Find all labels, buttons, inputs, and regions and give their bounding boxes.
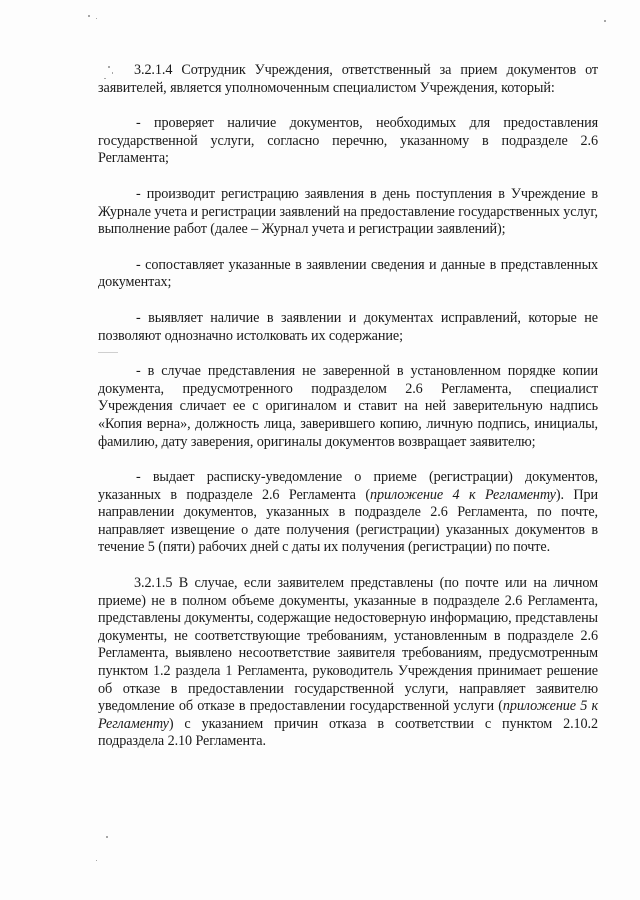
document-body (98, 62, 598, 769)
list-item-register-application: - производит регистрацию заявления в день поступления в Учреждение в Журнале учета и регистрации заявлений на предоставление государственных услуг, выполнение работ (далее – Журнал учета и регистрации заявлений); (98, 185, 598, 238)
list-item-issue-receipt (98, 469, 598, 557)
paragraph-3-2-1-5 (98, 575, 598, 751)
list-item-compare-data: - сопоставляет указанные в заявлении сведения и данные в представленных документах; (98, 256, 598, 291)
paragraph-3-2-1-4: 3.2.1.4 Сотрудник Учреждения, ответственный за прием документов от заявителей, является уполномоченным специалистом Учреждения, который: (98, 62, 598, 96)
scan-speck (96, 860, 97, 861)
list-item-detect-corrections: - выявляет наличие в заявлении и документах исправлений, которые не позволяют однозначно истолковать их содержание; (98, 309, 598, 344)
scan-speck (96, 18, 97, 19)
scan-speck (106, 836, 108, 838)
appendix-5-reference: приложение 5 к Регламенту (98, 698, 598, 732)
refusal-text-before: 3.2.1.5 В случае, если заявителем представлены (по почте или на личном приеме) не в полном объеме документы, указанные в подразделе 2.6 Регламента, представлены документы, содержащие недостоверную информацию, представлены документы, не соответствующие требованиям, установленным в подразделе 2.6 Регламента, выявлено несоответствие заявителя требованиям, предусмотренным пунктом 1.2 раздела 1 Регламента, руководитель Учреждения принимает решение об отказе в предоставлении государственной услуги, направляет заявителю уведомление об отказе в предоставлении государственной услуги ( (98, 575, 598, 715)
list-item-check-documents: - проверяет наличие документов, необходимых для предоставления государственной услуги, согласно перечню, указанному в подразделе 2.6 Регламента; (98, 115, 598, 167)
appendix-4-reference: приложение 4 к Регламенту (369, 486, 556, 503)
receipt-text-after: ). При направлении документов, указанных в подразделе 2.6 Регламента, по почте, направляет извещение о дате получения (регистрации) указанных документов в течение 5 (пяти) рабочих дней с даты их получения (регистрации) по почте. (98, 486, 598, 556)
scan-speck (604, 20, 606, 22)
refusal-text-after: ) с указанием причин отказа в соответствии с пунктом 2.10.2 подраздела 2.10 Регламента. (98, 715, 598, 750)
receipt-text-before: - выдает расписку-уведомление о приеме (регистрации) документов, указанных в подразделе 2.6 Регламента ( (98, 469, 598, 503)
scan-speck (88, 15, 90, 17)
list-item-certify-copy: - в случае представления не заверенной в установленном порядке копии документа, предусмотренного подразделом 2.6 Регламента, специалист Учреждения сличает ее с оригиналом и ставит на ней заверительную надпись «Копия верна», должность лица, заверившего копию, личную подпись, инициалы, фамилию, дату заверения, оригиналы документов возвращает заявителю; (98, 363, 598, 450)
